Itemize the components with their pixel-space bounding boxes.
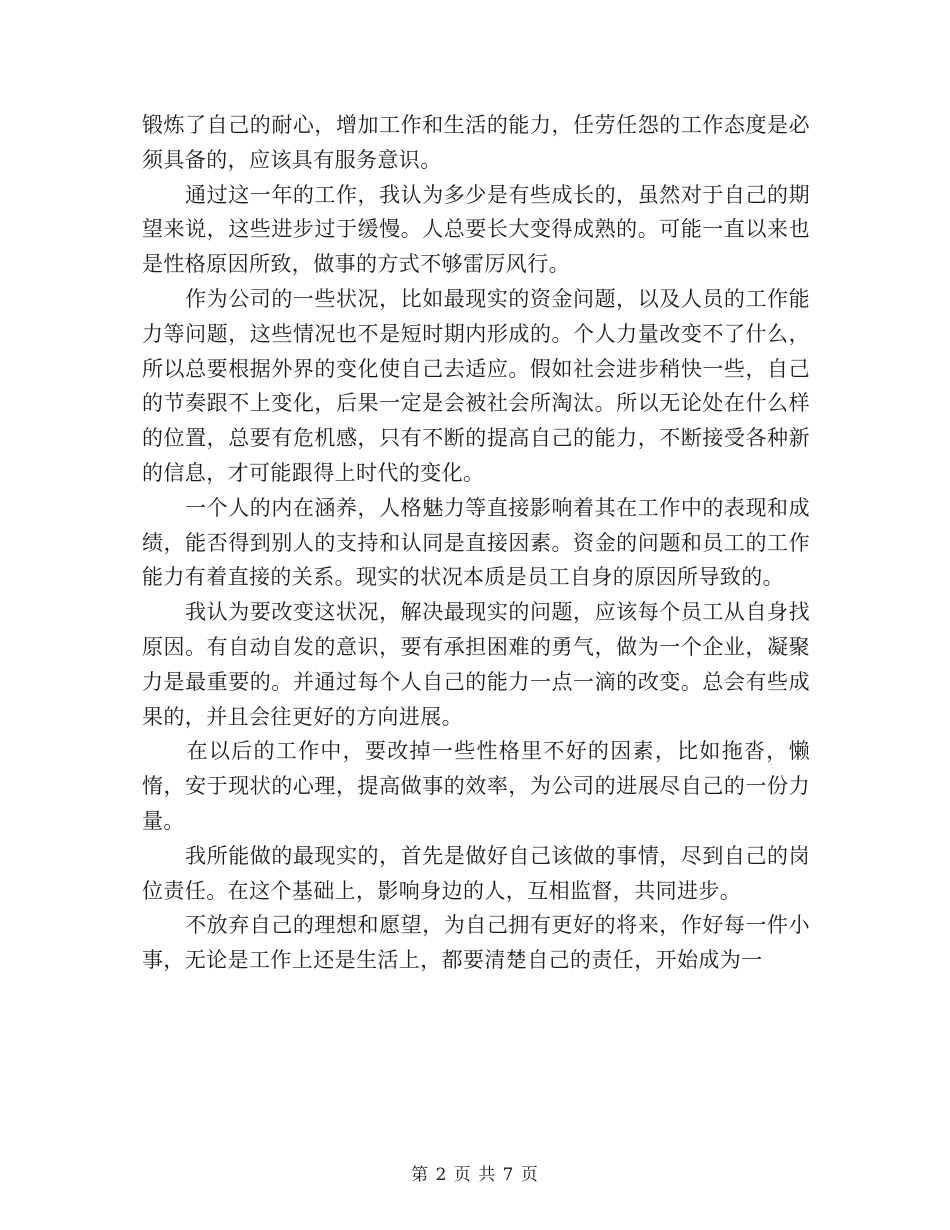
paragraph-6: 在以后的工作中，要改掉一些性格里不好的因素，比如拖沓，懒惰，安于现状的心理，提高做事的效率，为公司的进展尽自己的一份力量。 (142, 739, 810, 833)
paragraph-5: 我认为要改变这状况，解决最现实的问题，应该每个员工从自身找原因。有自动自发的意识，要有承担困难的勇气，做为一个企业，凝聚力是最重要的。并通过每个人自己的能力一点一滴的改变。总会有些成果的，并且会往更好的方向进展。 (142, 600, 810, 729)
document-body (142, 108, 810, 978)
paragraph-8: 不放弃自己的理想和愿望，为自己拥有更好的将来，作好每一件小事，无论是工作上还是生活上，都要清楚自己的责任，开始成为一 (142, 913, 810, 973)
paragraph-3: 作为公司的一些状况，比如最现实的资金问题，以及人员的工作能力等问题，这些情况也不是短时期内形成的。个人力量改变不了什么，所以总要根据外界的变化使自己去适应。假如社会进步稍快一些，自己的节奏跟不上变化，后果一定是会被社会所淘汰。所以无论处在什么样的位置，总要有危机感，只有不断的提高自己的能力，不断接受各种新的信息，才可能跟得上时代的变化。 (142, 286, 810, 485)
paragraph-7: 我所能做的最现实的，首先是做好自己该做的事情，尽到自己的岗位责任。在这个基础上，影响身边的人，互相监督，共同进步。 (142, 843, 810, 903)
paragraph-2: 通过这一年的工作，我认为多少是有些成长的，虽然对于自己的期望来说，这些进步过于缓慢。人总要长大变得成熟的。可能一直以来也是性格原因所致，做事的方式不够雷厉风行。 (142, 182, 810, 277)
page-number-footer: 第 2 页 共 7 页 (411, 1165, 539, 1185)
paragraph-4: 一个人的内在涵养，人格魅力等直接影响着其在工作中的表现和成绩，能否得到别人的支持和认同是直接因素。资金的问题和员工的工作能力有着直接的关系。现实的状况本质是员工自身的原因所导致的。 (142, 495, 810, 590)
paragraph-1: 锻炼了自己的耐心，增加工作和生活的能力，任劳任怨的工作态度是必须具备的，应该具有服务意识。 (142, 113, 810, 172)
